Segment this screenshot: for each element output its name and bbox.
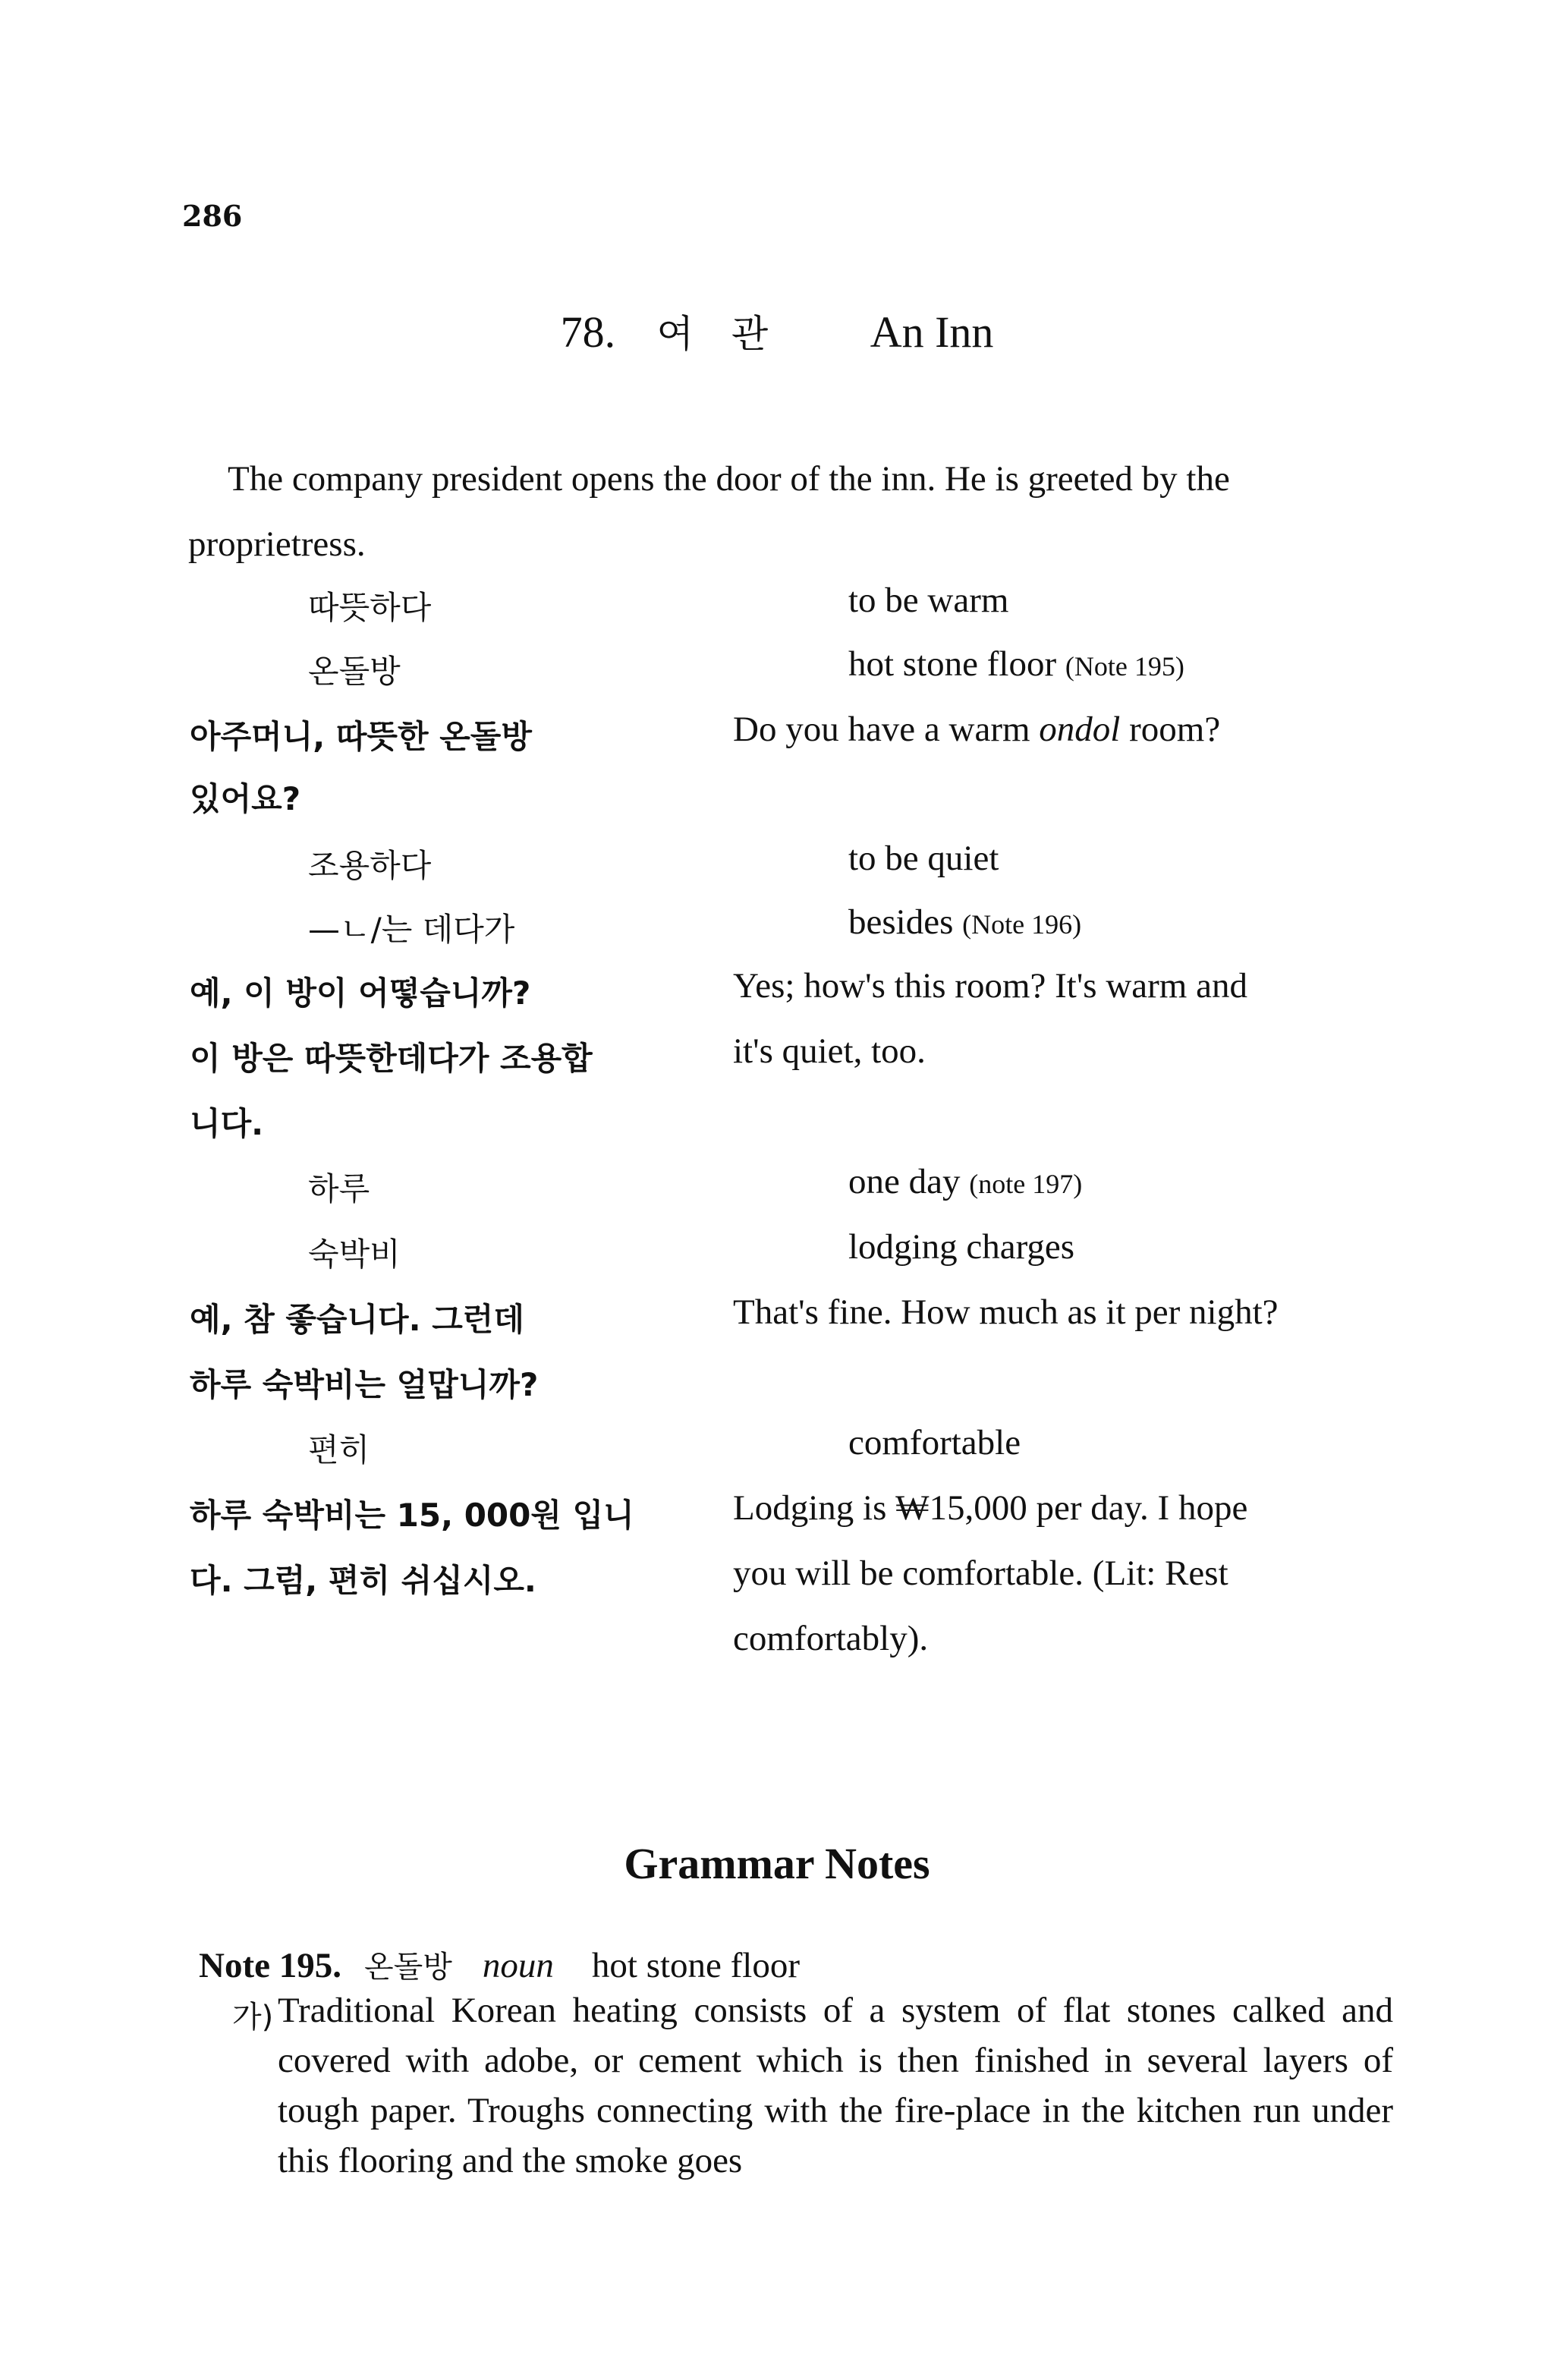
note-item-marker: 가) bbox=[232, 2000, 274, 2035]
note-korean: 온돌방 bbox=[363, 1950, 452, 1985]
dialogue-english: comfortably). bbox=[733, 1619, 929, 1658]
dialogue-english: Yes; how's this room? It's warm and bbox=[733, 966, 1247, 1006]
vocab-korean: 편히 bbox=[308, 1431, 370, 1469]
vocab-korean: 온돌방 bbox=[308, 653, 401, 690]
dialogue-english: That's fine. How much as it per night? bbox=[733, 1292, 1279, 1332]
note-gloss: hot stone floor bbox=[591, 1946, 801, 1985]
lesson-title-korean-2: 관 bbox=[731, 312, 769, 356]
dialogue-korean: 있어요? bbox=[190, 780, 301, 817]
note-reference: (Note 195) bbox=[1065, 651, 1184, 682]
vocab-korean: 숙박비 bbox=[308, 1236, 401, 1273]
dialogue-korean: 예, 참 좋습니다. 그런데 bbox=[190, 1301, 524, 1338]
note-part-of-speech: noun bbox=[482, 1946, 554, 1985]
note-heading bbox=[199, 1943, 800, 1986]
dialogue-english: Lodging is ₩15,000 per day. I hope bbox=[733, 1488, 1248, 1528]
dialogue-korean: 예, 이 방이 어떻습니까? bbox=[190, 974, 531, 1012]
dialogue-korean: 하루 숙박비는 15, 000원 입니 bbox=[190, 1497, 634, 1534]
vocab-english: hot stone floor (Note 195) bbox=[848, 644, 1184, 684]
lesson-number: 78. bbox=[560, 307, 616, 357]
note-reference: (Note 196) bbox=[962, 909, 1082, 940]
vocab-english: comfortable bbox=[848, 1423, 1021, 1462]
vocab-korean: 조용하다 bbox=[308, 847, 432, 884]
lesson-title-korean bbox=[657, 304, 807, 358]
vocab-english: to be quiet bbox=[848, 839, 999, 878]
note-label: Note 195. bbox=[199, 1946, 341, 1985]
vocab-english: one day (note 197) bbox=[848, 1162, 1083, 1201]
dialogue-korean: 니다. bbox=[190, 1105, 264, 1142]
grammar-notes-heading: Grammar Notes bbox=[624, 1839, 930, 1888]
vocab-english: besides (Note 196) bbox=[848, 902, 1082, 942]
dialogue-english: Do you have a warm ondol room? bbox=[733, 710, 1221, 749]
vocab-english: lodging charges bbox=[848, 1227, 1075, 1267]
vocab-korean: —ㄴ/는 데다가 bbox=[308, 911, 515, 948]
dialogue-korean: 하루 숙박비는 얼맙니까? bbox=[190, 1366, 539, 1403]
vocab-korean: 따뜻하다 bbox=[308, 589, 432, 626]
vocab-english: to be warm bbox=[848, 581, 1009, 620]
vocab-korean: 하루 bbox=[308, 1170, 370, 1207]
lesson-title bbox=[0, 304, 1554, 358]
page-number: 286 bbox=[182, 199, 243, 233]
note-reference: (note 197) bbox=[969, 1169, 1083, 1199]
intro-paragraph: The company president opens the door of the inn. He is greeted by the proprietress. bbox=[188, 459, 1230, 564]
lesson-title-english: An Inn bbox=[870, 307, 994, 357]
dialogue-korean: 이 방은 따뜻한데다가 조용합 bbox=[190, 1040, 593, 1077]
dialogue-korean: 아주머니, 따뜻한 온돌방 bbox=[190, 718, 532, 755]
dialogue-english: it's quiet, too. bbox=[733, 1031, 926, 1071]
dialogue-korean: 다. 그럼, 편히 쉬십시오. bbox=[190, 1562, 536, 1599]
dialogue-english: you will be comfortable. (Lit: Rest bbox=[733, 1554, 1228, 1593]
lesson-title-korean-1: 여 bbox=[656, 312, 694, 356]
note-item-text: Traditional Korean heating consists of a system of flat stones calked and covered with adobe, or cement which is then finished in several layers of tough paper. Troughs connecting with the fire-place in the kitchen run under this flooring and the smoke goes bbox=[278, 1991, 1393, 2180]
